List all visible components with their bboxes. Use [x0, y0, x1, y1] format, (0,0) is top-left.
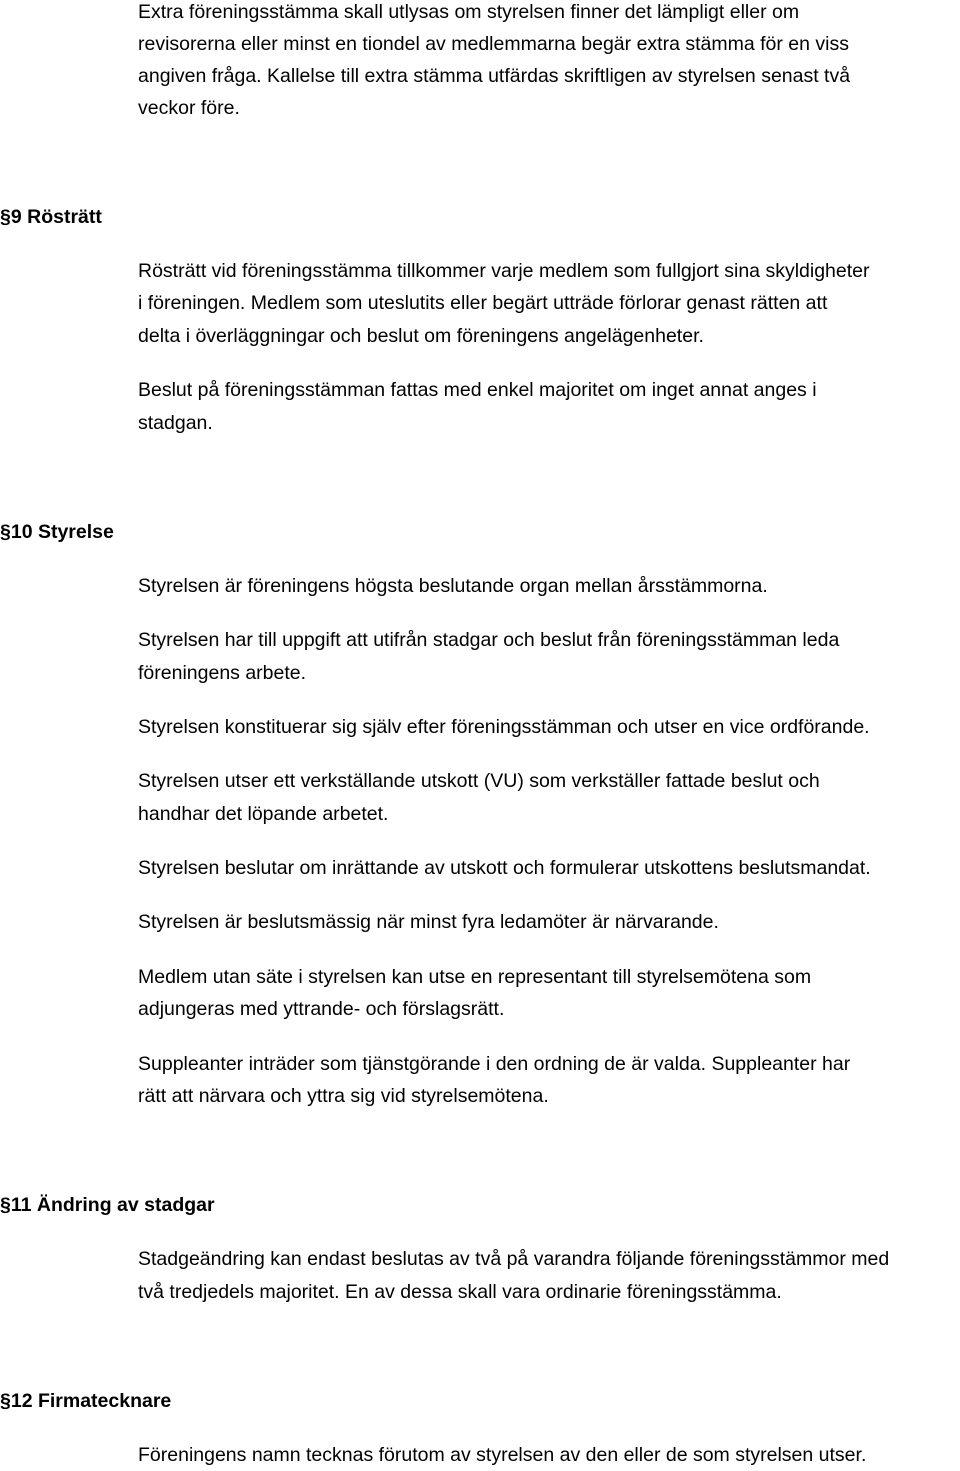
intro-line: revisorerna eller minst en tiondel av medlemmarna begär extra stämma för en viss — [138, 33, 849, 55]
section-10-paragraph-6: Styrelsen är beslutsmässig när minst fyra ledamöter är närvarande. — [138, 911, 719, 933]
paragraph-line: stadgan. — [138, 412, 213, 434]
section-11-heading: §11 Ändring av stadgar — [0, 1194, 215, 1216]
paragraph-line: handhar det löpande arbetet. — [138, 803, 389, 825]
paragraph-line: föreningens arbete. — [138, 662, 307, 684]
section-10-paragraph-5: Styrelsen beslutar om inrättande av utskott och formulerar utskottens beslutsmandat. — [138, 857, 871, 879]
paragraph-line: Medlem utan säte i styrelsen kan utse en representant till styrelsemötena som — [138, 966, 812, 988]
paragraph-line: Styrelsen har till uppgift att utifrån stadgar och beslut från föreningsstämman leda — [138, 629, 840, 651]
section-12-heading: §12 Firmatecknare — [0, 1390, 172, 1412]
paragraph-line: Suppleanter inträder som tjänstgörande i den ordning de är valda. Suppleanter har — [138, 1053, 851, 1075]
paragraph-line: rätt att närvara och yttra sig vid styrelsemötena. — [138, 1085, 549, 1107]
intro-line: angiven fråga. Kallelse till extra stämma utfärdas skriftligen av styrelsen senast två — [138, 65, 851, 87]
paragraph-line: Beslut på föreningsstämman fattas med enkel majoritet om inget annat anges i — [138, 379, 817, 401]
paragraph-line: adjungeras med yttrande- och förslagsrätt. — [138, 998, 505, 1020]
intro-line: veckor före. — [138, 97, 240, 119]
section-9-heading: §9 Rösträtt — [0, 206, 102, 228]
intro-line: Extra föreningsstämma skall utlysas om styrelsen finner det lämpligt eller om — [138, 1, 800, 23]
paragraph-line: Styrelsen utser ett verkställande utskott (VU) som verkställer fattade beslut och — [138, 770, 820, 792]
paragraph-line: Rösträtt vid föreningsstämma tillkommer varje medlem som fullgjort sina skyldigheter — [138, 260, 870, 282]
section-10-paragraph-3: Styrelsen konstituerar sig själv efter föreningsstämman och utser en vice ordförande. — [138, 716, 870, 738]
paragraph-line: Stadgeändring kan endast beslutas av två på varandra följande föreningsstämmor med — [138, 1248, 890, 1270]
section-12-paragraph: Föreningens namn tecknas förutom av styrelsen av den eller de som styrelsen utser. — [138, 1444, 867, 1466]
paragraph-line: i föreningen. Medlem som uteslutits eller begärt utträde förlorar genast rätten att — [138, 292, 828, 314]
section-10-paragraph-1: Styrelsen är föreningens högsta beslutande organ mellan årsstämmorna. — [138, 575, 768, 597]
section-10-heading: §10 Styrelse — [0, 521, 114, 543]
paragraph-line: delta i överläggningar och beslut om föreningens angelägenheter. — [138, 325, 704, 347]
paragraph-line: två tredjedels majoritet. En av dessa skall vara ordinarie föreningsstämma. — [138, 1281, 782, 1303]
